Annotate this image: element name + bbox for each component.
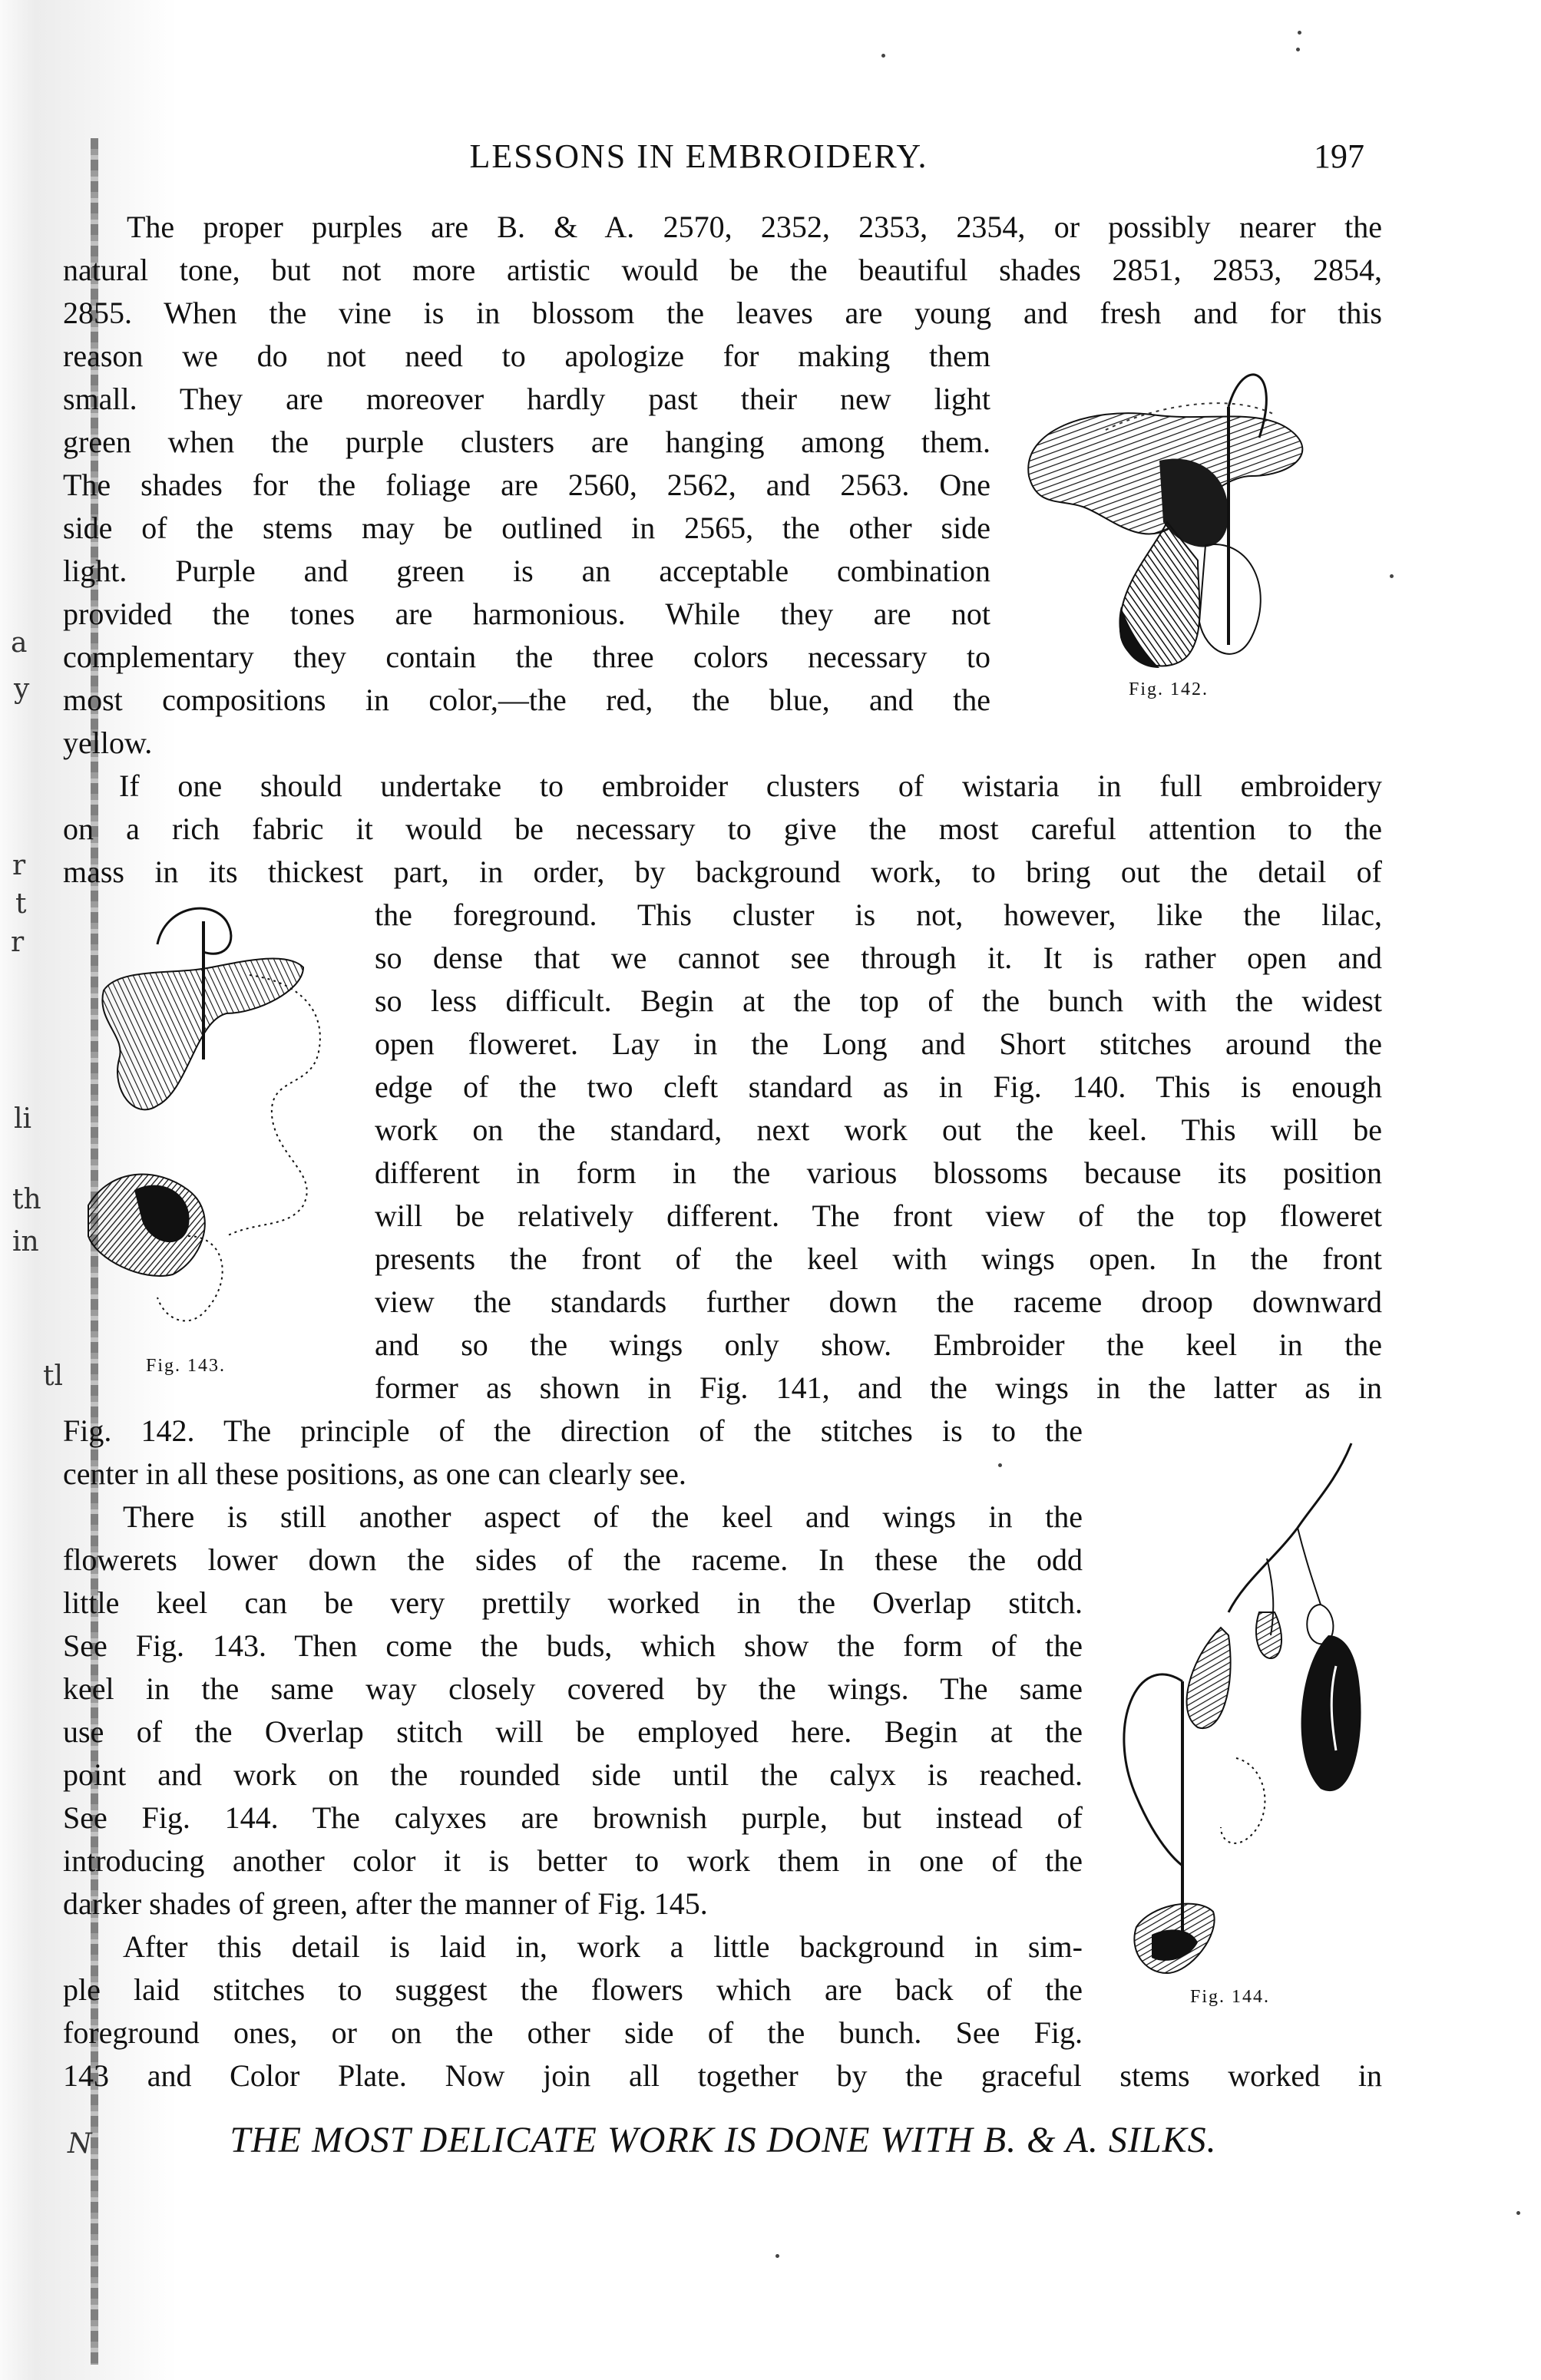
figure-144-caption: Fig. 144. (1190, 1987, 1271, 2007)
text-line: so less difficult. Begin at the top of the bunch with the widest (375, 983, 1382, 1018)
text-line: most compositions in color,—the red, the blue, and the (63, 683, 990, 717)
figure-142-illustration (998, 361, 1351, 683)
figure-143-caption: Fig. 143. (146, 1356, 227, 1376)
text-line: reason we do not need to apologize for making them (63, 339, 990, 373)
text-line: use of the Overlap stitch will be employed here. Begin at the (63, 1714, 1083, 1749)
text-line: view the standards further down the raceme droop downward (375, 1284, 1382, 1319)
text-line: yellow. (63, 726, 153, 760)
margin-fragment: r (12, 850, 26, 881)
text-line: The proper purples are B. & A. 2570, 2352, 2353, 2354, or possibly nearer the (127, 210, 1382, 244)
text-line: foreground ones, or on the other side of the bunch. See Fig. (63, 2015, 1083, 2050)
text-line: After this detail is laid in, work a little background in sim- (123, 1929, 1083, 1964)
text-line: green when the purple clusters are hanging among them. (63, 425, 990, 459)
margin-fragment: t (15, 888, 27, 920)
margin-fragment: a (11, 627, 28, 659)
text-line: presents the front of the keel with wings open. In the front (375, 1241, 1382, 1276)
scan-speck (881, 54, 885, 58)
figure-144 (1106, 1436, 1397, 2035)
text-line: provided the tones are harmonious. While they are not (63, 597, 990, 631)
text-line: flowerets lower down the sides of the raceme. In these the odd (63, 1542, 1083, 1577)
scan-speck (775, 2254, 779, 2258)
scan-speck (1390, 574, 1394, 578)
text-line: 2855. When the vine is in blossom the leaves are young and fresh and for this (63, 296, 1382, 330)
text-line: edge of the two cleft standard as in Fig. 140. This is enough (375, 1069, 1382, 1104)
text-line: See Fig. 144. The calyxes are brownish purple, but instead of (63, 1800, 1083, 1835)
footer-advert: THE MOST DELICATE WORK IS DONE WITH B. & A. SILKS. (230, 2120, 1217, 2160)
text-line: small. They are moreover hardly past their new light (63, 382, 990, 416)
text-line: work on the standard, next work out the keel. This will be (375, 1112, 1382, 1147)
text-line: introducing another color it is better to work them in one of the (63, 1843, 1083, 1878)
text-line: the foreground. This cluster is not, however, like the lilac, (375, 897, 1382, 932)
text-line: 143 and Color Plate. Now join all together by the graceful stems worked in (63, 2058, 1382, 2093)
figure-143-illustration (73, 898, 365, 1359)
scan-speck (1516, 2211, 1520, 2215)
text-line: little keel can be very prettily worked in the Overlap stitch. (63, 1585, 1083, 1620)
margin-fragment: N (68, 2128, 92, 2160)
margin-fragment: y (14, 673, 30, 705)
text-line: If one should undertake to embroider clusters of wistaria in full embroidery (119, 769, 1382, 803)
scan-speck (1298, 31, 1301, 35)
text-line: on a rich fabric it would be necessary to give the most careful attention to the (63, 812, 1382, 846)
text-line: There is still another aspect of the keel and wings in the (123, 1499, 1083, 1534)
figure-142-caption: Fig. 142. (1129, 679, 1209, 699)
text-line: side of the stems may be outlined in 2565, the other side (63, 511, 990, 545)
text-line: different in form in the various blossoms because its position (375, 1155, 1382, 1190)
text-line: complementary they contain the three colors necessary to (63, 640, 990, 674)
text-line: See Fig. 143. Then come the buds, which show the form of the (63, 1628, 1083, 1663)
text-line: Fig. 142. The principle of the direction of the stitches is to the (63, 1413, 1083, 1448)
text-line: former as shown in Fig. 141, and the wings in the latter as in (375, 1370, 1382, 1405)
margin-fragment: r (11, 927, 25, 958)
text-line: darker shades of green, after the manner of Fig. 145. (63, 1886, 708, 1921)
text-line: point and work on the rounded side until the calyx is reached. (63, 1757, 1083, 1792)
text-line: keel in the same way closely covered by the wings. The same (63, 1671, 1083, 1706)
figure-143 (73, 898, 365, 1390)
scan-speck (1296, 48, 1300, 51)
figure-142 (998, 361, 1351, 706)
text-line: and so the wings only show. Embroider the keel in the (375, 1327, 1382, 1362)
figure-144-illustration (1106, 1436, 1397, 2004)
page-number: 197 (1314, 137, 1364, 175)
margin-fragment: li (14, 1103, 32, 1135)
running-title: LESSONS IN EMBROIDERY. (469, 137, 928, 175)
text-line: so dense that we cannot see through it. It is rather open and (375, 940, 1382, 975)
margin-fragment: th (12, 1184, 41, 1215)
margin-fragment: tl (43, 1360, 63, 1392)
text-line: natural tone, but not more artistic would be the beautiful shades 2851, 2853, 2854, (63, 253, 1382, 287)
text-line: The shades for the foliage are 2560, 2562, and 2563. One (63, 468, 990, 502)
text-line: center in all these positions, as one can clearly see. (63, 1456, 686, 1491)
text-line: will be relatively different. The front view of the top floweret (375, 1198, 1382, 1233)
text-line: ple laid stitches to suggest the flowers which are back of the (63, 1972, 1083, 2007)
margin-fragment: in (12, 1226, 39, 1258)
text-line: light. Purple and green is an acceptable combination (63, 554, 990, 588)
text-line: open floweret. Lay in the Long and Short stitches around the (375, 1026, 1382, 1061)
text-line: mass in its thickest part, in order, by background work, to bring out the detail of (63, 854, 1382, 889)
